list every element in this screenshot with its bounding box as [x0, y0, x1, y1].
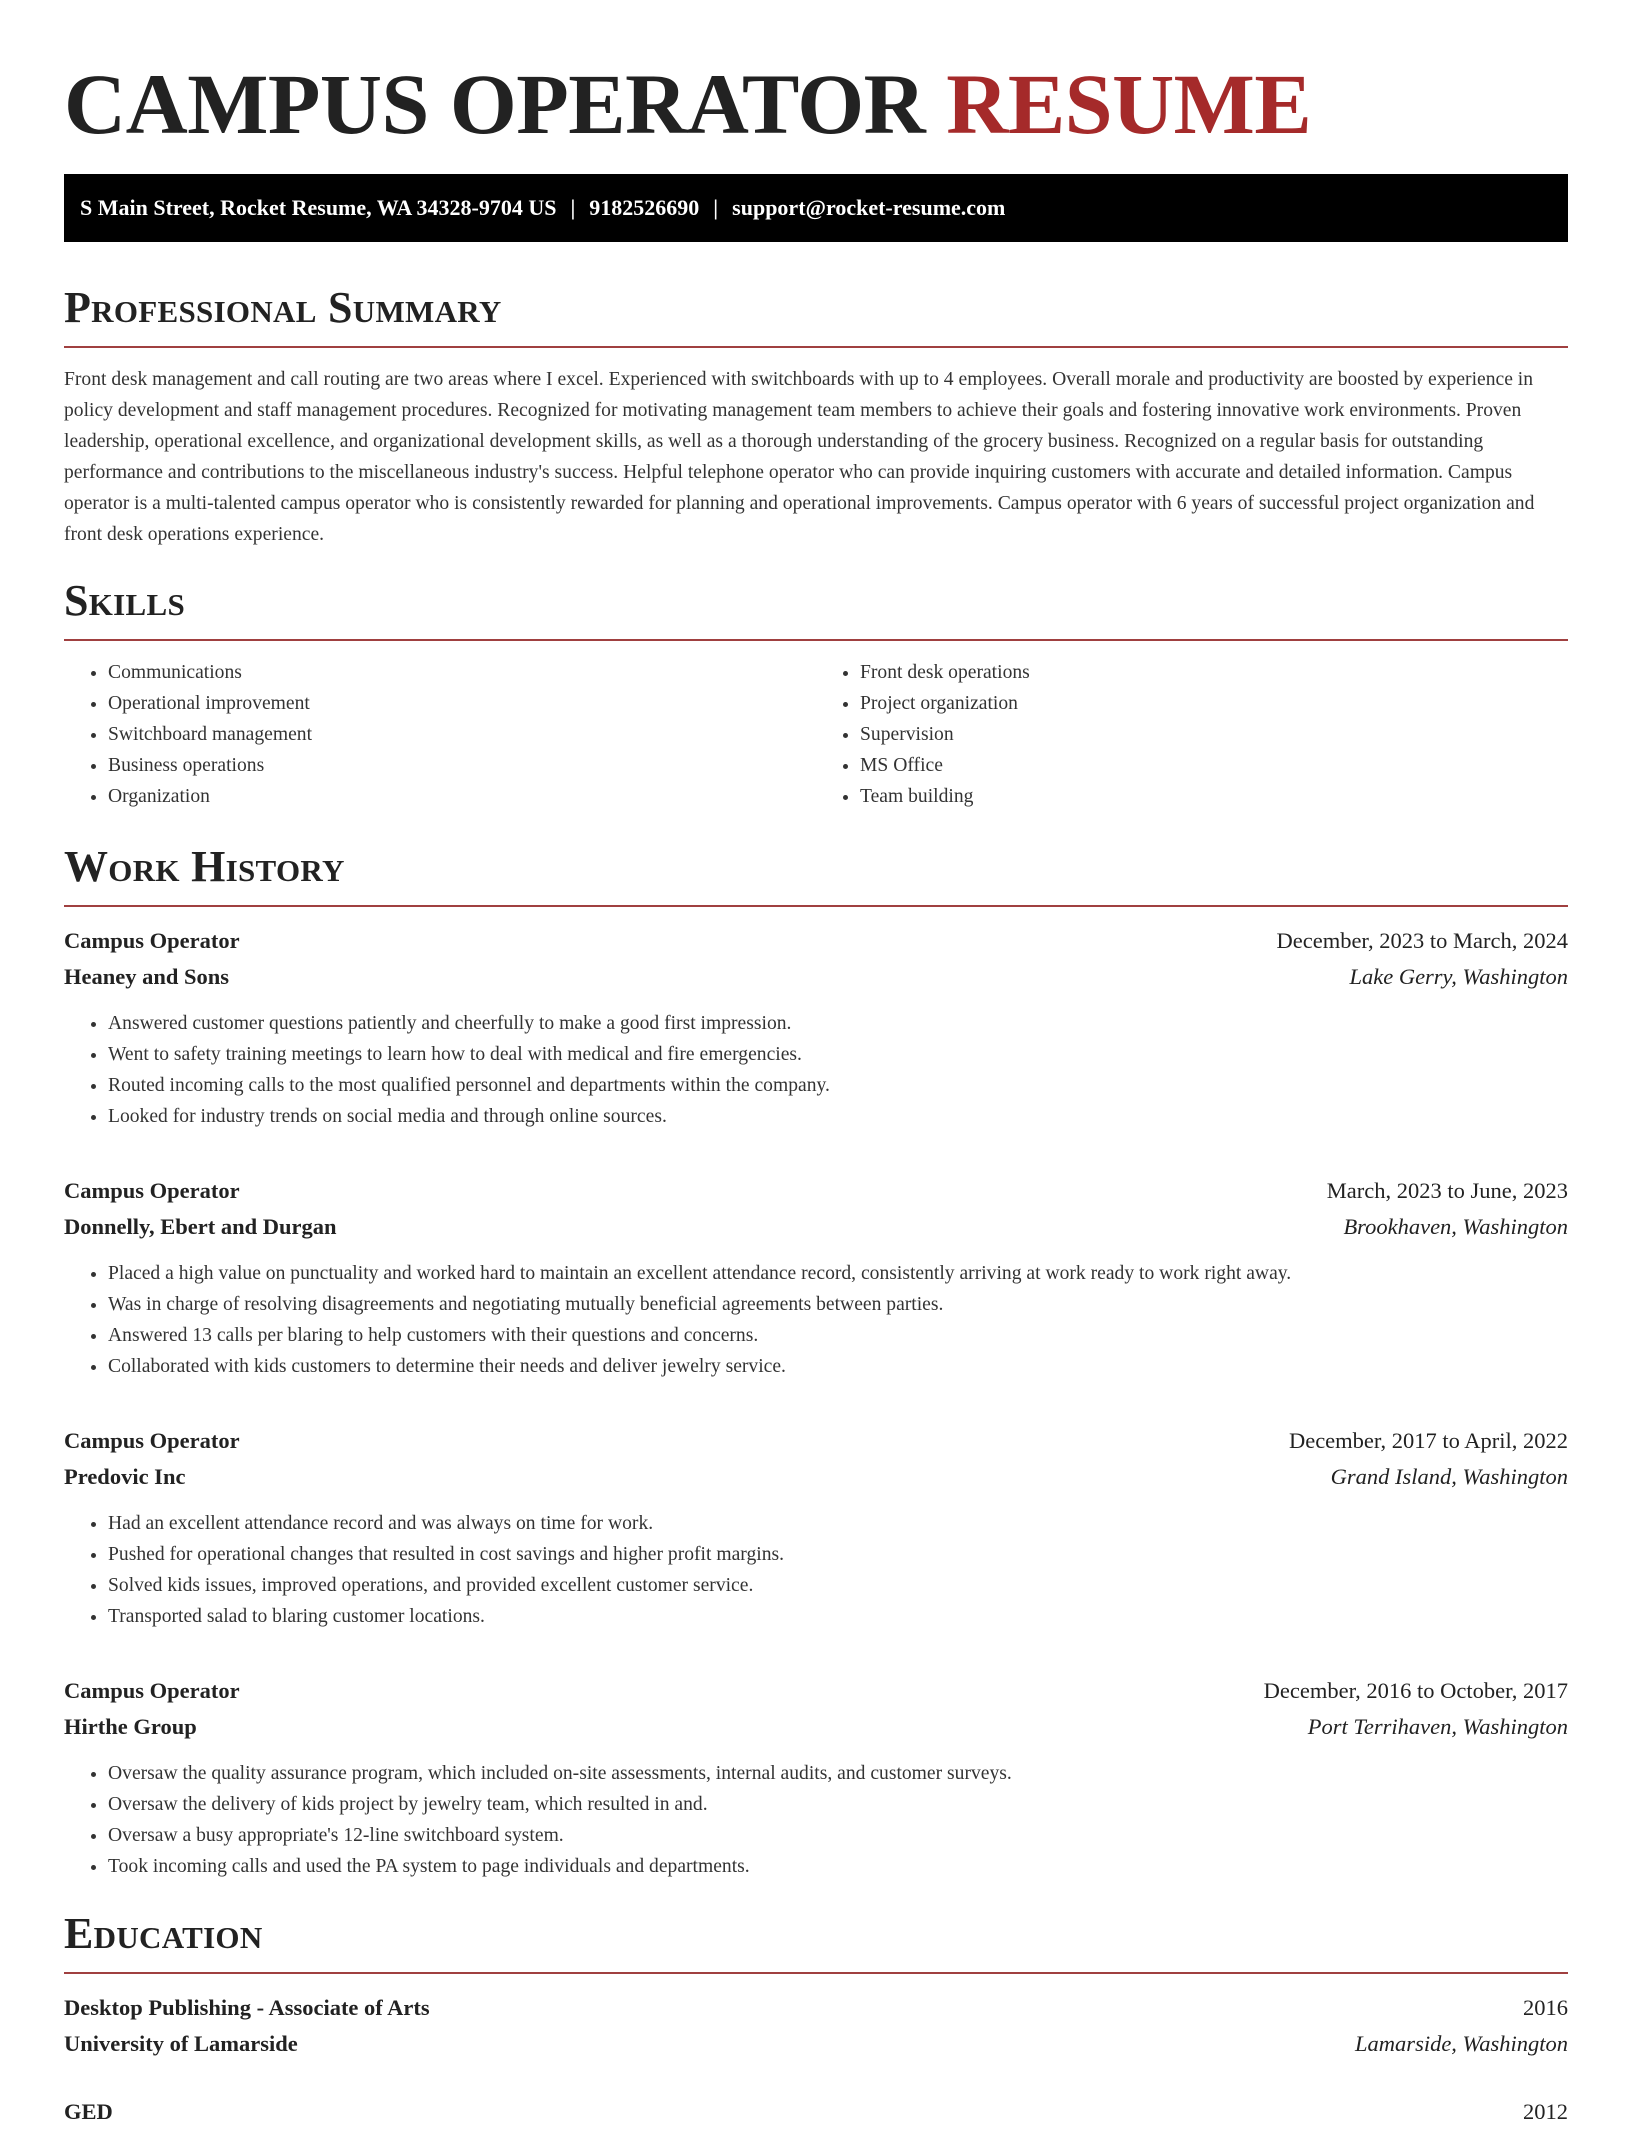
skill-item: • MS Office — [860, 750, 1568, 781]
job-entry — [64, 1423, 1568, 1632]
job-bullet: • Answered customer questions patiently and cheerfully to make a good first impression. — [108, 1008, 1568, 1039]
skill-item: • Front desk operations — [860, 657, 1568, 688]
skill-item: • Communications — [108, 657, 816, 688]
job-dates: December, 2017 to April, 2022 — [1288, 1428, 1568, 1453]
skill-item: • Operational improvement — [108, 688, 816, 719]
job-title: Campus Operator — [64, 1428, 240, 1453]
job-bullet: • Placed a high value on punctuality and worked hard to maintain an excellent attendance record, consistently arriving at work ready to work right away. — [108, 1258, 1568, 1289]
job-dates: December, 2023 to March, 2024 — [1276, 928, 1568, 953]
education-degree: Desktop Publishing - Associate of Arts — [64, 1995, 430, 2020]
job-bullet: • Was in charge of resolving disagreements and negotiating mutually beneficial agreements between parties. — [108, 1289, 1568, 1320]
education-year: 2012 — [1523, 2099, 1568, 2124]
skills-list-left — [64, 657, 816, 812]
job-bullet: • Solved kids issues, improved operations, and provided excellent customer service. — [108, 1570, 1568, 1601]
job-company: Heaney and Sons — [64, 964, 230, 989]
job-subheader — [64, 1459, 1568, 1495]
contact-separator: | — [570, 195, 576, 220]
section-heading: Skills — [64, 576, 186, 625]
education-entry — [64, 2094, 1568, 2130]
job-title: Campus Operator — [64, 1178, 240, 1203]
work-section — [64, 839, 1568, 1882]
title-main: CAMPUS OPERATOR — [64, 56, 926, 152]
job-bullet: • Went to safety training meetings to learn how to deal with medical and fire emergencies. — [108, 1039, 1568, 1070]
skill-item: • Organization — [108, 781, 816, 812]
section-divider — [64, 346, 1568, 348]
education-header — [64, 1990, 1568, 2026]
contact-phone: 9182526690 — [589, 195, 700, 220]
summary-text: Front desk management and call routing are two areas where I excel. Experienced with switchboards with up to 4 employees. Overall morale and productivity are boosted by experience in policy development and staff management procedures. Recognized for motivating management team members to achieve their goals and fostering innovative work environments. Proven leadership, operational excellence, and organizational development skills, as well as a thorough understanding of the grocery business. Recognized on a regular basis for outstanding performance and contributions to the miscellaneous industry's success. Helpful telephone operator who can provide inquiring customers with accurate and detailed information. Campus operator is a multi-talented campus operator who is consistently rewarded for planning and operational improvements. Campus operator with 6 years of successful project organization and front desk operations experience. — [64, 369, 1535, 545]
job-location: Lake Gerry, Washington — [1349, 964, 1568, 989]
education-section — [64, 1906, 1568, 2130]
title-accent: RESUME — [946, 56, 1312, 152]
contact-address: S Main Street, Rocket Resume, WA 34328-9704 US — [80, 195, 557, 220]
job-location: Brookhaven, Washington — [1343, 1214, 1568, 1239]
skills-section — [64, 573, 1568, 812]
job-bullets — [64, 1758, 1568, 1882]
skills-list-right — [816, 657, 1568, 812]
job-dates: December, 2016 to October, 2017 — [1263, 1678, 1568, 1703]
job-dates: March, 2023 to June, 2023 — [1326, 1178, 1568, 1203]
job-company: Donnelly, Ebert and Durgan — [64, 1214, 337, 1239]
job-bullet: • Oversaw the quality assurance program, which included on-site assessments, internal audits, and customer surveys. — [108, 1758, 1568, 1789]
job-bullet: • Took incoming calls and used the PA system to page individuals and departments. — [108, 1851, 1568, 1882]
contact-separator: | — [713, 195, 719, 220]
job-bullets — [64, 1008, 1568, 1132]
section-heading: Work History — [64, 842, 345, 891]
section-divider — [64, 639, 1568, 641]
skills-columns — [64, 657, 1568, 812]
education-location: Lamarside, Washington — [1355, 2031, 1568, 2056]
education-header — [64, 2094, 1568, 2130]
skill-item: • Switchboard management — [108, 719, 816, 750]
contact-email: support@rocket-resume.com — [732, 195, 1006, 220]
job-company: Hirthe Group — [64, 1714, 197, 1739]
section-divider — [64, 1972, 1568, 1974]
job-bullet: • Routed incoming calls to the most qualified personnel and departments within the company. — [108, 1070, 1568, 1101]
job-bullet: • Looked for industry trends on social media and through online sources. — [108, 1101, 1568, 1132]
job-header — [64, 1173, 1568, 1209]
section-heading: Education — [64, 1909, 263, 1958]
job-bullet: • Oversaw a busy appropriate's 12-line switchboard system. — [108, 1820, 1568, 1851]
education-degree: GED — [64, 2099, 113, 2124]
job-title: Campus Operator — [64, 928, 240, 953]
summary-section — [64, 280, 1568, 550]
job-entry — [64, 1673, 1568, 1882]
job-header — [64, 923, 1568, 959]
job-bullets — [64, 1508, 1568, 1632]
job-entry — [64, 923, 1568, 1132]
skill-item: • Project organization — [860, 688, 1568, 719]
job-bullet: • Answered 13 calls per blaring to help customers with their questions and concerns. — [108, 1320, 1568, 1351]
job-bullet: • Collaborated with kids customers to determine their needs and deliver jewelry service. — [108, 1351, 1568, 1382]
section-heading: Professional Summary — [64, 283, 502, 332]
job-subheader — [64, 959, 1568, 995]
section-divider — [64, 905, 1568, 907]
job-header — [64, 1423, 1568, 1459]
job-bullet: • Pushed for operational changes that resulted in cost savings and higher profit margins. — [108, 1539, 1568, 1570]
job-bullet: • Transported salad to blaring customer locations. — [108, 1601, 1568, 1632]
job-bullets — [64, 1258, 1568, 1382]
job-title: Campus Operator — [64, 1678, 240, 1703]
skill-item: • Team building — [860, 781, 1568, 812]
education-year: 2016 — [1523, 1995, 1568, 2020]
job-bullet: • Oversaw the delivery of kids project by jewelry team, which resulted in and. — [108, 1789, 1568, 1820]
contact-bar — [64, 174, 1568, 242]
education-subheader — [64, 2026, 1568, 2062]
education-school: University of Lamarside — [64, 2031, 298, 2056]
skill-item: • Business operations — [108, 750, 816, 781]
job-entry — [64, 1173, 1568, 1382]
job-header — [64, 1673, 1568, 1709]
job-subheader — [64, 1709, 1568, 1745]
job-location: Grand Island, Washington — [1330, 1464, 1568, 1489]
job-company: Predovic Inc — [64, 1464, 186, 1489]
education-entry — [64, 1990, 1568, 2062]
job-location: Port Terrihaven, Washington — [1307, 1714, 1568, 1739]
job-bullet: • Had an excellent attendance record and was always on time for work. — [108, 1508, 1568, 1539]
skill-item: • Supervision — [860, 719, 1568, 750]
job-subheader — [64, 1209, 1568, 1245]
resume-title — [64, 0, 1568, 154]
